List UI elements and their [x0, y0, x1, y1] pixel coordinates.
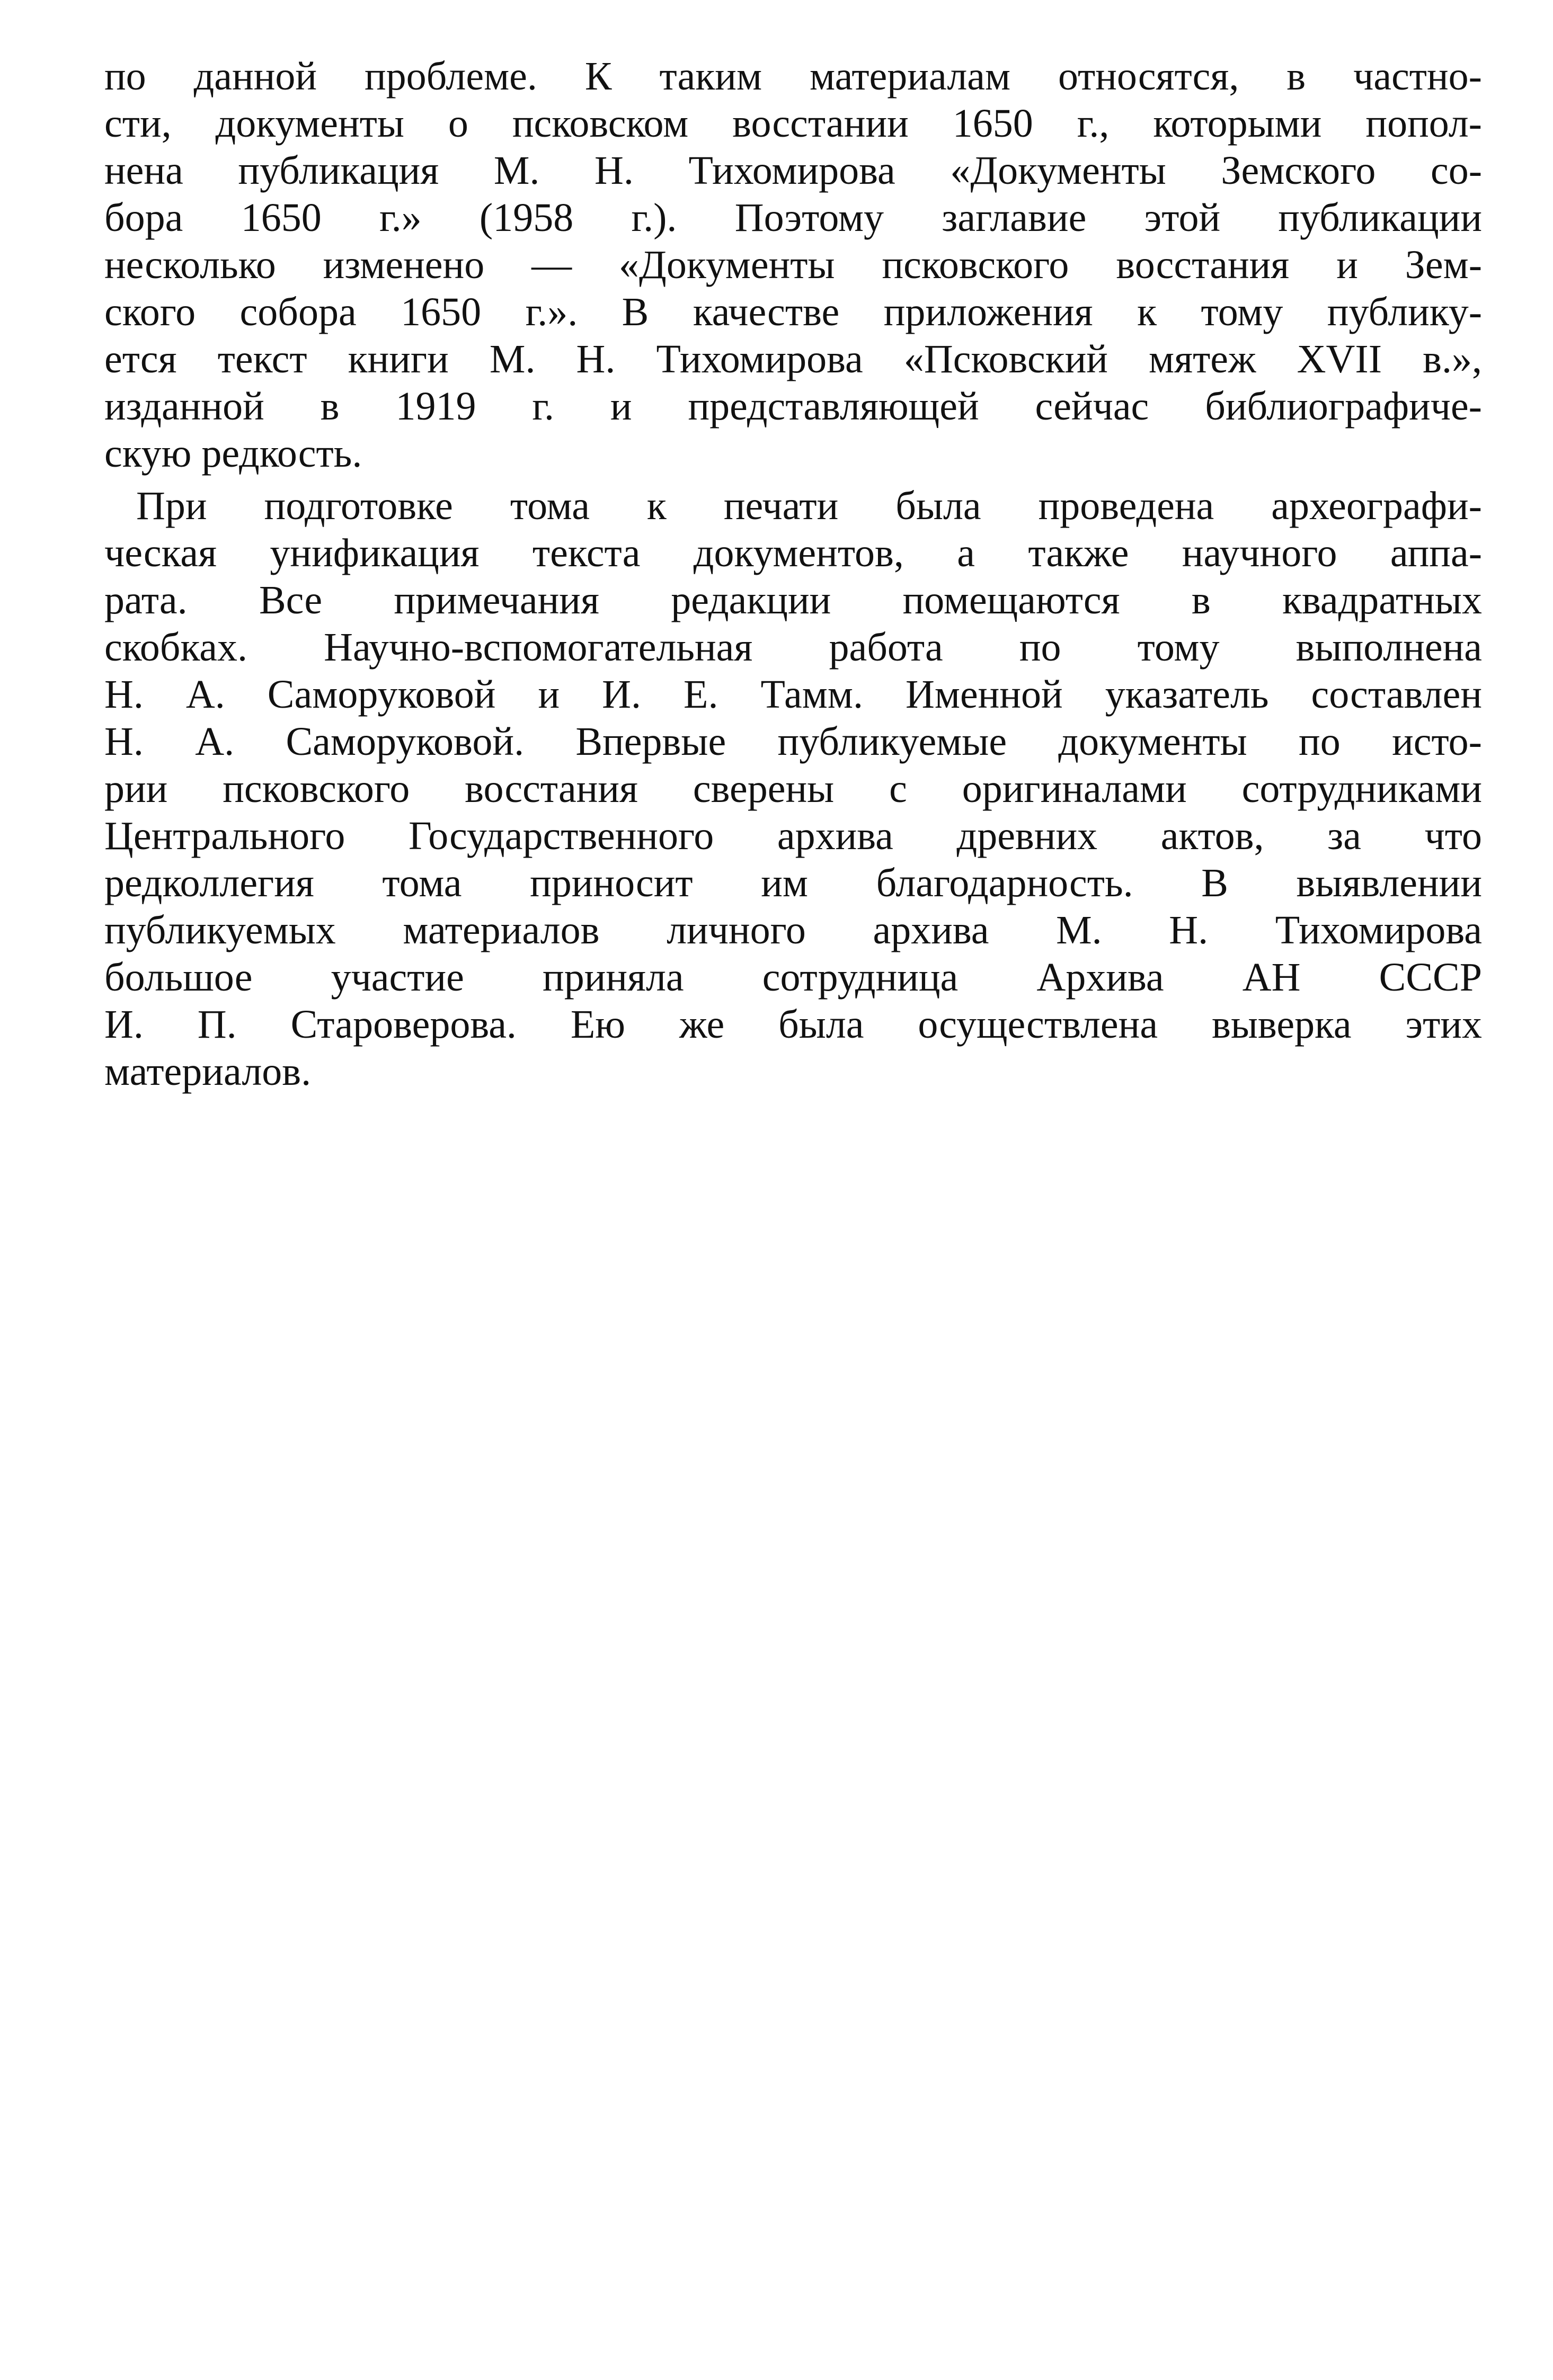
text-line: изданной в 1919 г. и представляющей сейчас библиографиче- — [104, 384, 1482, 429]
text-line: Н. А. Саморуковой и И. Е. Тамм. Именной указатель составлен — [104, 672, 1482, 717]
paragraph-2 — [104, 483, 1482, 1095]
text-line: ется текст книги М. Н. Тихомирова «Псковский мятеж XVII в.», — [104, 337, 1482, 381]
text-line: рата. Все примечания редакции помещаются в квадратных — [104, 578, 1482, 622]
body-text — [104, 53, 1482, 1095]
paragraph-1 — [104, 53, 1482, 477]
text-line: бора 1650 г.» (1958 г.). Поэтому заглавие этой публикации — [104, 195, 1482, 240]
text-line: скобках. Научно-вспомогательная работа по тому выполнена — [104, 625, 1482, 670]
text-line: публикуемых материалов личного архива М. Н. Тихомирова — [104, 908, 1482, 952]
text-line: рии псковского восстания сверены с оригиналами сотрудниками — [104, 766, 1482, 811]
text-line: редколлегия тома приносит им благодарность. В выявлении — [104, 861, 1482, 905]
text-line: несколько изменено — «Документы псковского восстания и Зем- — [104, 243, 1482, 287]
text-line: сти, документы о псковском восстании 1650 г., которыми попол- — [104, 101, 1482, 146]
text-line: нена публикация М. Н. Тихомирова «Документы Земского со- — [104, 148, 1482, 193]
text-line: по данной проблеме. К таким материалам относятся, в частно- — [104, 54, 1482, 99]
text-line: Центрального Государственного архива древних актов, за что — [104, 814, 1482, 858]
text-line: ского собора 1650 г.». В качестве приложения к тому публику- — [104, 290, 1482, 334]
paragraph-gap — [104, 477, 1482, 483]
text-line: Н. А. Саморуковой. Впервые публикуемые документы по исто- — [104, 719, 1482, 764]
text-line: При подготовке тома к печати была проведена археографи- — [136, 484, 1482, 528]
text-line: материалов. — [104, 1049, 312, 1094]
text-line: И. П. Староверова. Ею же была осуществлена выверка этих — [104, 1002, 1482, 1047]
text-line: большое участие приняла сотрудница Архива АН СССР — [104, 955, 1482, 1000]
text-line: скую редкость. — [104, 431, 362, 476]
text-line: ческая унификация текста документов, а также научного аппа- — [104, 531, 1482, 575]
